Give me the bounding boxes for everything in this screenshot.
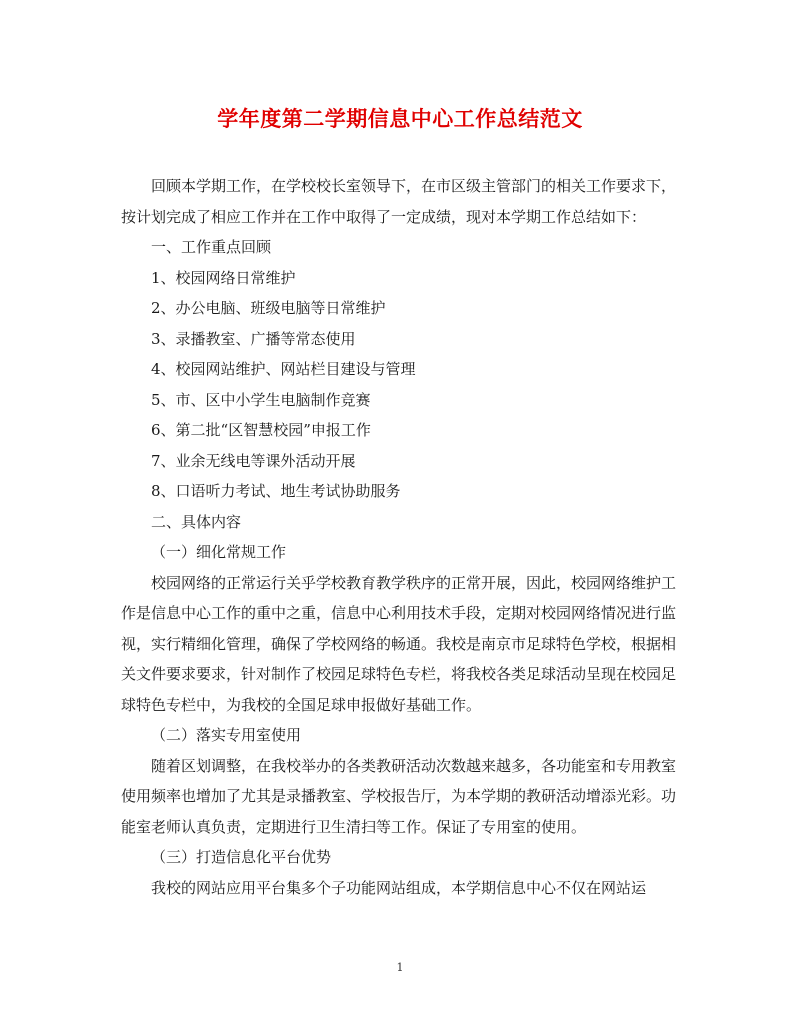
page-number: 1 xyxy=(396,961,404,974)
list-item: 4、校园网站维护、网站栏目建设与管理 xyxy=(151,360,416,378)
subsection-paragraph-rooms: 随着区划调整，在我校举办的各类教研活动次数越来越多，各功能室和专用教室使用频率也增加了尤其是录播教室、学校报告厅，为本学期的教研活动增添光彩。功能室老师认真负责，定期进行卫生清扫等工作。保证了专用室的使用。 xyxy=(121,756,677,836)
intro-paragraph: 回顾本学期工作，在学校校长室领导下，在市区级主管部门的相关工作要求下，按计划完成了相应工作并在工作中取得了一定成绩，现对本学期工作总结如下： xyxy=(121,177,677,226)
document-body xyxy=(121,171,676,903)
section-heading-review: 一、工作重点回顾 xyxy=(151,238,272,256)
list-item: 1、校园网络日常维护 xyxy=(151,268,296,287)
subsection-heading-routine: （一）细化常规工作 xyxy=(151,543,287,561)
list-item: 5、市、区中小学生电脑制作竞赛 xyxy=(151,390,371,409)
subsection-paragraph-routine: 校园网络的正常运行关乎学校教育教学秩序的正常开展，因此，校园网络维护工作是信息中心工作的重中之重，信息中心利用技术手段，定期对校园网络情况进行监视，实行精细化管理，确保了学校网络的畅通。我校是南京市足球特色学校，根据相关文件要求要求，针对制作了校园足球特色专栏，将我校各类足球活动呈现在校园足球特色专栏中，为我校的全国足球申报做好基础工作。 xyxy=(121,573,677,714)
list-item: 2、办公电脑、班级电脑等日常维护 xyxy=(151,299,386,317)
list-item: 8、口语听力考试、地生考试协助服务 xyxy=(151,482,401,500)
subsection-heading-platform: （三）打造信息化平台优势 xyxy=(151,848,332,866)
list-item: 6、第二批“区智慧校园”申报工作 xyxy=(151,421,371,439)
list-item: 3、录播教室、广播等常态使用 xyxy=(151,329,356,348)
document-title: 学年度第二学期信息中心工作总结范文 xyxy=(217,106,583,131)
subsection-heading-rooms: （二）落实专用室使用 xyxy=(151,726,302,744)
section-heading-details: 二、具体内容 xyxy=(151,512,242,531)
subsection-paragraph-platform: 我校的网站应用平台集多个子功能网站组成，本学期信息中心不仅在网站运 xyxy=(151,878,647,897)
list-item: 7、业余无线电等课外活动开展 xyxy=(151,451,356,470)
